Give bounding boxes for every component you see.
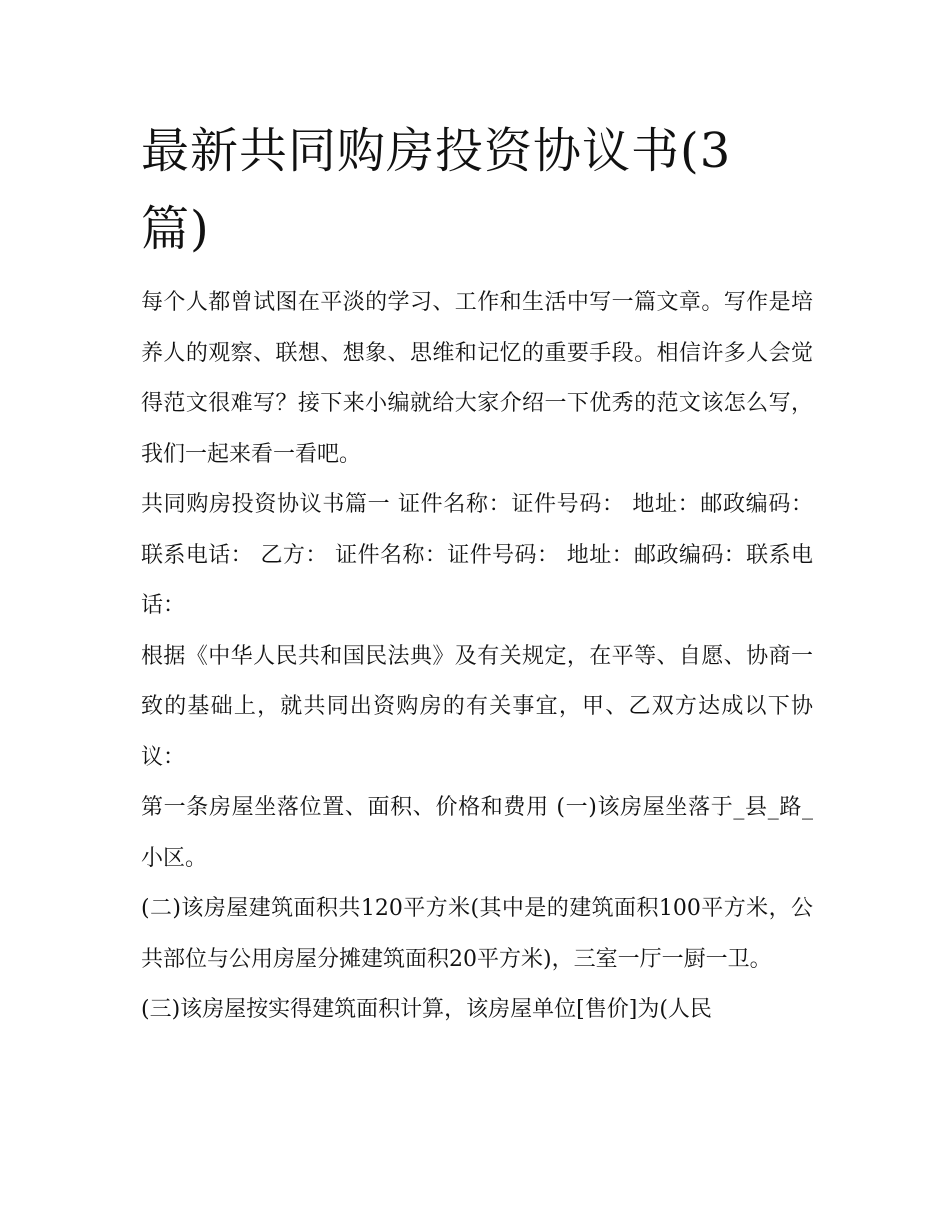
paragraph-basis: 根据《中华人民共和国民法典》及有关规定，在平等、自愿、协商一致的基础上，就共同出资购房的有关事宜，甲、乙双方达成以下协议： <box>141 643 813 770</box>
paragraph-price: (三)该房屋按实得建筑面积计算，该房屋单位[售价]为(人民 <box>141 997 712 1022</box>
paragraph-intro: 每个人都曾试图在平淡的学习、工作和生活中写一篇文章。写作是培养人的观察、联想、想象、思维和记忆的重要手段。相信许多人会觉得范文很难写？接下来小编就给大家介绍一下优秀的范文该怎么写，我们一起来看一看吧。 <box>141 290 813 467</box>
paragraph-article-1: 第一条房屋坐落位置、面积、价格和费用 (一)该房屋坐落于_县_路_小区。 <box>141 795 813 871</box>
document-title: 最新共同购房投资协议书(3篇) <box>141 123 732 257</box>
paragraph-parties: 共同购房投资协议书篇一 证件名称：证件号码： 地址：邮政编码：联系电话： 乙方： 证件名称：证件号码： 地址：邮政编码：联系电话： <box>141 492 813 618</box>
paragraph-area: (二)该房屋建筑面积共120平方米(其中是的建筑面积100平方米，公共部位与公用房屋分摊建筑面积20平方米)，三室一厅一厨一卫。 <box>141 896 813 972</box>
document-body <box>141 278 813 1036</box>
